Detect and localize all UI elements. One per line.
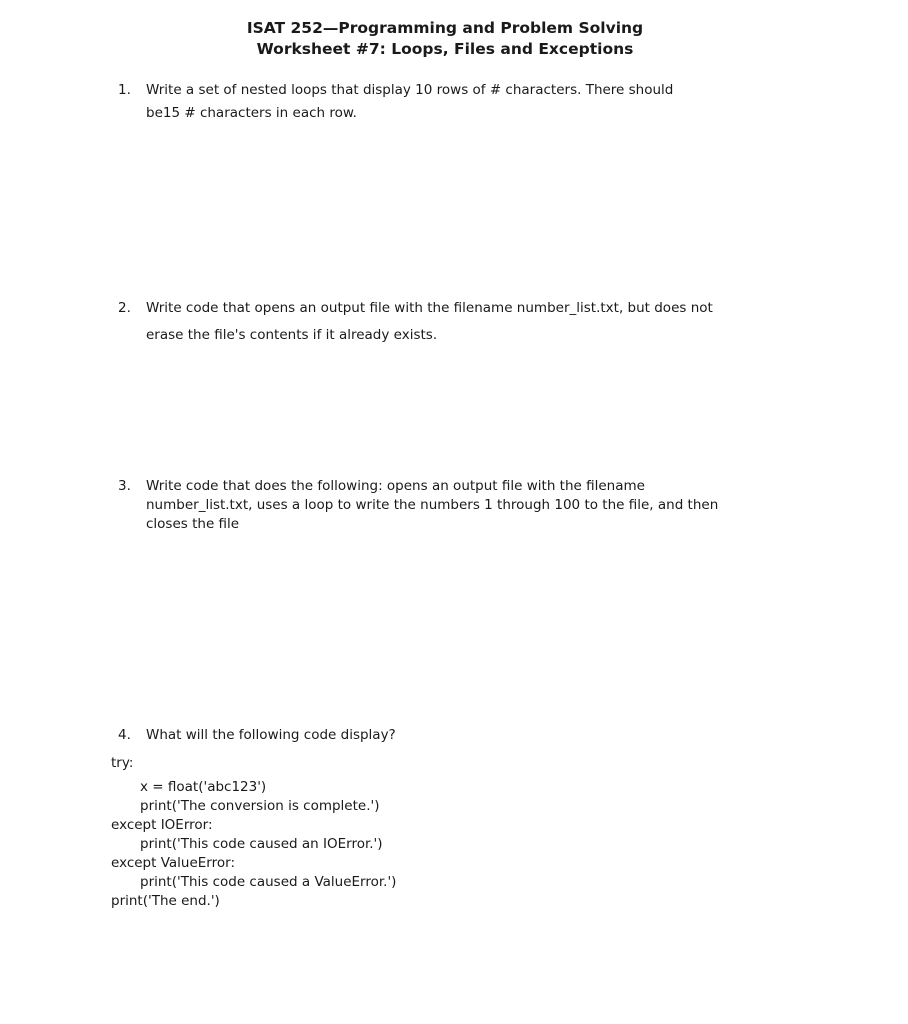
question-text-line: closes the file	[146, 516, 240, 532]
question-number: 3.	[118, 478, 131, 494]
question-text-line: be15 # characters in each row.	[146, 105, 357, 121]
question-text-line: Write code that does the following: opens an output file with the filename	[146, 478, 645, 494]
question-number: 2.	[118, 300, 131, 316]
worksheet-course-title: ISAT 252—Programming and Problem Solving	[246, 19, 644, 37]
code-line: except IOError:	[111, 817, 213, 833]
question-text-line: number_list.txt, uses a loop to write the numbers 1 through 100 to the file, and then	[146, 497, 719, 513]
question-text-line: What will the following code display?	[146, 727, 396, 743]
question-text-line: Write code that opens an output file with the filename number_list.txt, but does not	[146, 300, 713, 316]
code-line: x = float('abc123')	[140, 779, 267, 795]
code-line: print('This code caused a ValueError.')	[140, 874, 397, 890]
question-number: 4.	[118, 727, 131, 743]
question-text-line: erase the file's contents if it already exists.	[146, 327, 438, 343]
code-line: except ValueError:	[111, 855, 235, 871]
worksheet-subtitle: Worksheet #7: Loops, Files and Exceptions	[256, 40, 634, 58]
code-line: print('The end.')	[111, 893, 220, 909]
code-line: print('This code caused an IOError.')	[140, 836, 383, 852]
question-number: 1.	[118, 82, 131, 98]
code-line: print('The conversion is complete.')	[140, 798, 380, 814]
code-line: try:	[111, 755, 134, 771]
question-text-line: Write a set of nested loops that display 10 rows of # characters. There should	[146, 82, 674, 98]
